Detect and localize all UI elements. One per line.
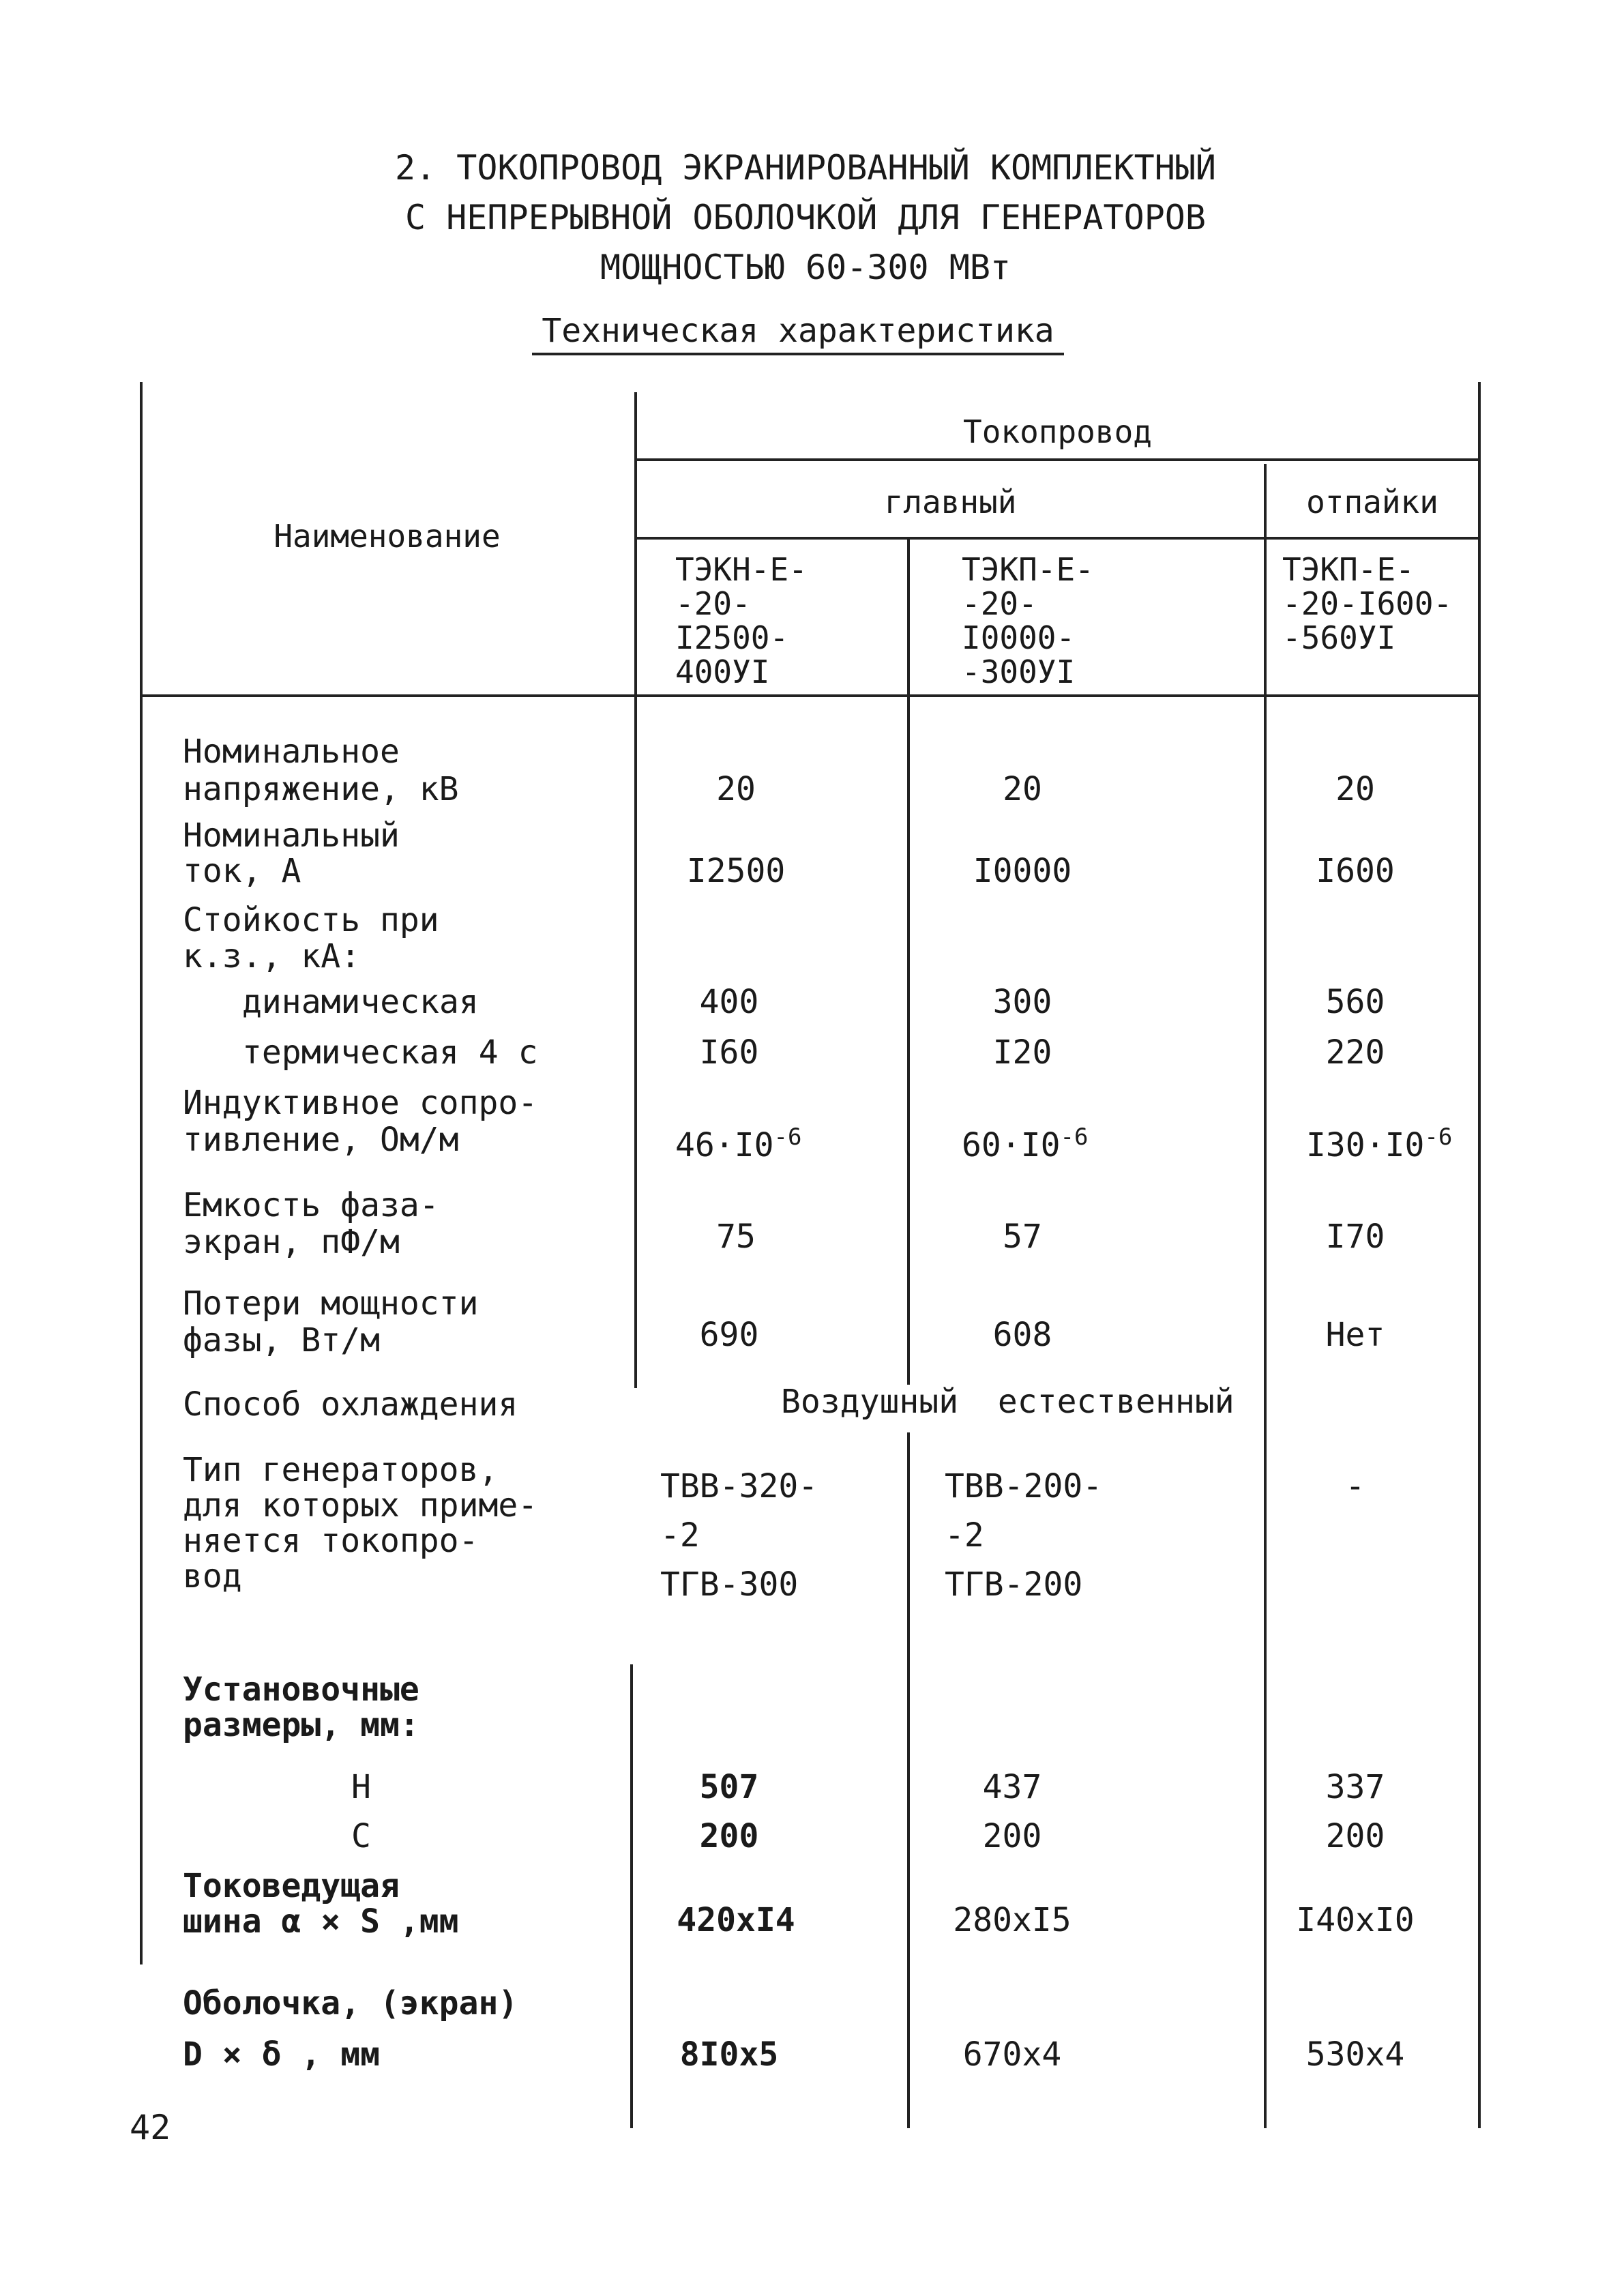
page-number: 42 [130, 2108, 171, 2147]
row-losses-value-2: 608 [992, 1316, 1052, 1354]
row-losses-label-1: Потери мощности [183, 1284, 479, 1323]
row-thermal-value-1: I60 [699, 1033, 759, 1072]
row-generators-label-4: вод [183, 1557, 242, 1595]
row-voltage-label-1: Номинальное [183, 733, 400, 771]
row-shell-label-1: Оболочка, (экран) [183, 1984, 518, 2022]
row-current-value-3: I600 [1316, 852, 1395, 890]
row-voltage-label-2: напряжение, кВ [183, 770, 459, 808]
row-busbar-value-3: I40хI0 [1296, 1901, 1415, 1939]
row-busbar-value-2: 280хI5 [953, 1901, 1071, 1939]
row-h-value-1: 507 [699, 1768, 759, 1806]
header-branch: отпайки [1306, 484, 1438, 520]
row-generators-value-1b: -2 [660, 1516, 700, 1555]
row-inductive-value-3: $I30\cdot I0^{-6}$ [1306, 1123, 1453, 1164]
header-name-col: Наименование [274, 518, 501, 555]
row-current-value-1: I2500 [686, 852, 786, 890]
row-stability-label-2: к.з., кА: [183, 937, 361, 975]
table-border-left [140, 382, 143, 1964]
title-line-2: С НЕПРЕРЫВНОЙ ОБОЛОЧКОЙ ДЛЯ ГЕНЕРАТОРОВ [405, 198, 1206, 237]
row-stability-label-1: Стойкость при [183, 901, 439, 939]
row-c-value-3: 200 [1325, 1817, 1385, 1855]
row-busbar-label-2: шина α × S ,мм [183, 1902, 459, 1941]
row-c-label: С [351, 1817, 371, 1855]
subtitle: Техническая характеристика [532, 310, 1064, 355]
row-dynamic-value-2: 300 [992, 983, 1052, 1021]
row-inductive-label-2: тивление, Ом/м [183, 1121, 459, 1159]
header-main: главный [884, 484, 1017, 520]
row-capacity-label-1: Емкость фаза- [183, 1186, 439, 1224]
row-losses-value-1: 690 [699, 1316, 759, 1354]
row-dynamic-label: динамическая [242, 983, 479, 1021]
row-dynamic-value-3: 560 [1325, 983, 1385, 1021]
row-generators-label-2: для которых приме- [183, 1486, 538, 1525]
row-current-label-2: ток, А [183, 852, 301, 890]
row-shell-label-2: D × δ , мм [183, 2035, 380, 2074]
row-generators-label-3: няется токопро- [183, 1522, 479, 1560]
row-losses-label-2: фазы, Вт/м [183, 1321, 380, 1359]
row-thermal-value-3: 220 [1325, 1033, 1385, 1072]
row-shell-value-3: 530х4 [1305, 2035, 1405, 2074]
row-busbar-label-1: Токоведущая [183, 1867, 400, 1905]
row-install-label-2: размеры, мм: [183, 1706, 419, 1744]
row-shell-value-2: 670х4 [962, 2035, 1062, 2074]
row-capacity-label-2: экран, пФ/м [183, 1223, 400, 1261]
row-c-value-1: 200 [699, 1817, 759, 1855]
table-header-bottom-line [140, 694, 1481, 697]
inductive-exponent-2: -6 [1060, 1123, 1089, 1151]
row-capacity-value-1: 75 [716, 1218, 756, 1256]
header-tokoprovod: Токопровод [963, 413, 1152, 450]
row-voltage-value-3: 20 [1335, 770, 1375, 808]
row-voltage-value-2: 20 [1003, 770, 1042, 808]
row-generators-label-1: Тип генераторов, [183, 1451, 499, 1489]
inductive-exponent-1: -6 [773, 1123, 802, 1151]
row-current-value-2: I0000 [973, 852, 1072, 890]
row-h-value-3: 337 [1325, 1768, 1385, 1806]
row-h-label: Н [351, 1768, 371, 1806]
row-thermal-label: термическая 4 с [242, 1033, 538, 1072]
row-capacity-value-2: 57 [1003, 1218, 1042, 1256]
title-line-1: 2. ТОКОПРОВОД ЭКРАНИРОВАННЫЙ КОМПЛЕКТНЫЙ [394, 148, 1217, 188]
inductive-exponent-3: -6 [1424, 1123, 1453, 1151]
row-inductive-value-1: $46\cdot I0^{-6}$ [675, 1123, 802, 1164]
table-border-right [1478, 382, 1481, 2128]
row-capacity-value-3: I70 [1325, 1218, 1385, 1256]
row-generators-value-3: - [1345, 1467, 1365, 1505]
title-line-3: МОЩНОСТЬЮ 60-300 МВт [600, 248, 1011, 287]
row-cooling-label: Способ охлаждения [183, 1385, 518, 1424]
row-generators-value-1c: ТГВ-300 [660, 1565, 799, 1604]
row-losses-value-3: Нет [1325, 1316, 1385, 1354]
row-inductive-value-2: $60\cdot I0^{-6}$ [962, 1123, 1089, 1164]
row-install-label-1: Установочные [183, 1671, 419, 1709]
row-thermal-value-2: I20 [992, 1033, 1052, 1072]
row-current-label-1: Номинальный [183, 816, 400, 855]
row-dynamic-value-1: 400 [699, 983, 759, 1021]
header-model-3: ТЭКП-Е- -20-I600- -560УI [1282, 551, 1453, 656]
row-c-value-2: 200 [982, 1817, 1042, 1855]
header-model-1: ТЭКН-Е- -20- I2500- 400УI [675, 551, 808, 690]
row-generators-value-2a: ТВВ-200- [945, 1467, 1103, 1505]
row-voltage-value-1: 20 [716, 770, 756, 808]
row-generators-value-1a: ТВВ-320- [660, 1467, 818, 1505]
row-inductive-label-1: Индуктивное сопро- [183, 1084, 538, 1122]
table-divider-name-lower [630, 1664, 633, 2128]
row-cooling-value: Воздушный естественный [781, 1383, 1235, 1421]
row-generators-value-2b: -2 [945, 1516, 984, 1555]
row-shell-value-1: 8I0х5 [679, 2035, 779, 2074]
table-divider-col3 [1264, 464, 1267, 2128]
row-h-value-2: 437 [982, 1768, 1042, 1806]
table-top-line [634, 458, 1481, 461]
header-model-2: ТЭКП-Е- -20- I0000- -300УI [962, 551, 1094, 690]
row-busbar-value-1: 420хI4 [677, 1901, 795, 1939]
row-generators-value-2c: ТГВ-200 [945, 1565, 1083, 1604]
table-header-line [634, 537, 1481, 540]
table-divider-col2 [907, 539, 910, 1385]
